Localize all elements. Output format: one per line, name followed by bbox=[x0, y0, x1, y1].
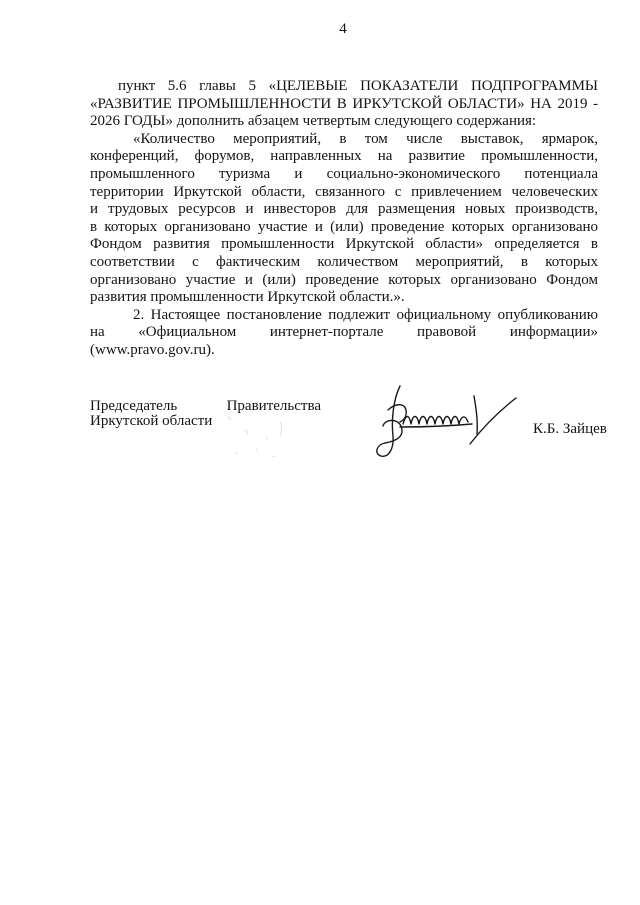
text-line: конференций, форумов, направленных на развитие промышленности, bbox=[90, 148, 598, 165]
text-line: 2026 ГОДЫ» дополнить абзацем четвертым следующего содержания: bbox=[90, 113, 537, 130]
handwritten-signature bbox=[370, 380, 520, 465]
text-line: территории Иркутской области, связанного с привлечением человеческих bbox=[90, 183, 598, 200]
text-line: пункт 5.6 главы 5 «ЦЕЛЕВЫЕ ПОКАЗАТЕЛИ ПОДПРОГРАММЫ bbox=[118, 78, 598, 94]
text-line: соответствии с фактическим количеством мероприятий, в которых bbox=[90, 253, 598, 270]
text-line: «Количество мероприятий, в том числе выставок, ярмарок, bbox=[133, 130, 598, 147]
text-line: 2. Настоящее постановление подлежит официальному опубликованию bbox=[133, 306, 598, 323]
faint-stamp-trace bbox=[222, 408, 302, 464]
text-line: Фондом развития промышленности Иркутской области» определяется в bbox=[90, 236, 598, 253]
signatory-position-line-2: Иркутской области bbox=[90, 413, 213, 429]
text-line: в которых организовано участие и (или) проведение которых организовано bbox=[90, 218, 598, 235]
text-line: и трудовых ресурсов и инвесторов для размещения новых производств, bbox=[90, 201, 598, 218]
signatory-position-word-1: Председатель bbox=[90, 398, 178, 414]
text-line: промышленного туризма и социально-экономического потенциала bbox=[90, 165, 598, 182]
page-number: 4 bbox=[339, 21, 347, 37]
text-line: «РАЗВИТИЕ ПРОМЫШЛЕННОСТИ В ИРКУТСКОЙ ОБЛАСТИ» НА 2019 - bbox=[90, 95, 598, 112]
text-line: (www.pravo.gov.ru). bbox=[90, 341, 215, 358]
document-body bbox=[90, 78, 598, 360]
text-line: развития промышленности Иркутской области.». bbox=[90, 289, 405, 306]
text-line: на «Официальном интернет-портале правовой информации» bbox=[90, 324, 598, 341]
signatory-name: К.Б. Зайцев bbox=[533, 421, 607, 437]
text-line: организовано участие и (или) проведение которых организовано Фондом bbox=[90, 271, 598, 288]
signatory-position-word-2: Правительства bbox=[226, 398, 321, 414]
